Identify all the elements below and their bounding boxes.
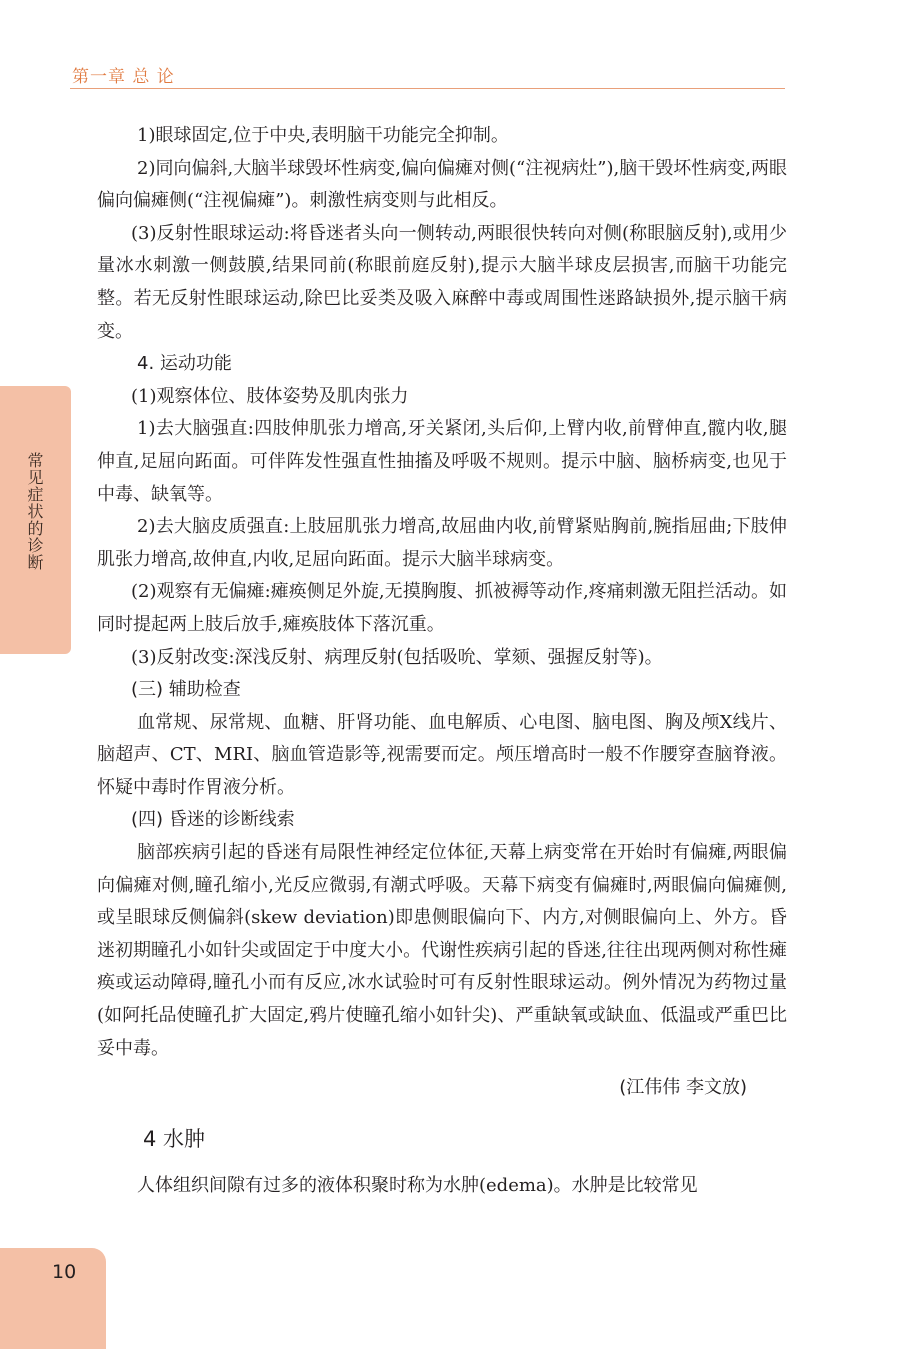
paragraph-diagnostic-clues: 脑部疾病引起的昏迷有局限性神经定位体征,天幕上病变常在开始时有偏瘫,两眼偏向偏瘫对侧,瞳孔缩小,光反应微弱,有潮式呼吸。天幕下病变有偏瘫时,两眼偏向偏瘫侧,或呈眼球反侧偏斜(skew deviation)即患侧眼偏向下、内方,对侧眼偏向上、外方。昏迷初期瞳孔小如针尖或固定于中度大小。代谢性疾病引起的昏迷,往往出现两侧对称性瘫痪或运动障碍,瞳孔小而有反应,冰水试验时可有反射性眼球运动。例外情况为药物过量(如阿托品使瞳孔扩大固定,鸦片使瞳孔缩小如针尖)、严重缺氧或缺血、低温或严重巴比妥中毒。 xyxy=(97,842,787,1059)
paragraph-conjugate-deviation: 2)同向偏斜,大脑半球毁坏性病变,偏向偏瘫对侧(“注视病灶”),脑干毁坏性病变,两眼偏向偏瘫侧(“注视偏瘫”)。刺激性病变则与此相反。 xyxy=(97,157,787,212)
page-body xyxy=(97,120,787,1202)
paragraph-decerebrate-rigidity: 1)去大脑强直:四肢伸肌张力增高,牙关紧闭,头后仰,上臂内收,前臂伸直,髋内收,腿伸直,足屈向跖面。可伴阵发性强直性抽搐及呼吸不规则。提示中脑、脑桥病变,也见于中毒、缺氧等。 xyxy=(97,418,787,505)
subheading-motor-function: 4. 运动功能 xyxy=(137,353,232,375)
paragraph-reflex-eye-movement: (3)反射性眼球运动:将昏迷者头向一侧转动,两眼很快转向对侧(称眼脑反射),或用少量冰水刺激一侧鼓膜,结果同前(称眼前庭反射),提示大脑半球皮层损害,而脑干功能完整。若无反射性眼球运动,除巴比妥类及吸入麻醉中毒或周围性迷路缺损外,提示脑干病变。 xyxy=(97,222,787,342)
paragraph-observe-posture: (1)观察体位、肢体姿势及肌肉张力 xyxy=(131,385,409,407)
paragraph-reflex-change: (3)反射改变:深浅反射、病理反射(包括吸吮、掌颏、强握反射等)。 xyxy=(131,646,663,668)
paragraph-decorticate-rigidity: 2)去大脑皮质强直:上肢屈肌张力增高,故屈曲内收,前臂紧贴胸前,腕指屈曲;下肢伸肌张力增高,故伸直,内收,足屈向跖面。提示大脑半球病变。 xyxy=(97,516,787,570)
header-divider xyxy=(70,88,785,89)
page-number: 10 xyxy=(52,1261,77,1283)
paragraph-auxiliary-exam: 血常规、尿常规、血糖、肝肾功能、血电解质、心电图、脑电图、胸及颅X线片、脑超声、CT、MRI、脑血管造影等,视需要而定。颅压增高时一般不作腰穿查脑脊液。怀疑中毒时作胃液分析。 xyxy=(97,711,787,798)
paragraph-hemiplegia: (2)观察有无偏瘫:瘫痪侧足外旋,无摸胸腹、抓被褥等动作,疼痛刺激无阻拦活动。如同时提起两上肢后放手,瘫痪肢体下落沉重。 xyxy=(97,581,787,635)
chapter-header: 第一章 总 论 xyxy=(72,67,175,87)
author-credit: (江伟伟 李文放) xyxy=(619,1077,747,1099)
side-tab-label: 常见症状的诊断 xyxy=(25,452,44,571)
heading-auxiliary-exam: (三) 辅助检查 xyxy=(131,679,241,701)
section-heading-edema: 4 水肿 xyxy=(143,1126,206,1151)
paragraph-eye-fixed: 1)眼球固定,位于中央,表明脑干功能完全抑制。 xyxy=(137,125,509,146)
heading-diagnostic-clues: (四) 昏迷的诊断线索 xyxy=(131,809,295,831)
paragraph-edema-intro: 人体组织间隙有过多的液体积聚时称为水肿(edema)。水肿是比较常见 xyxy=(137,1174,698,1196)
